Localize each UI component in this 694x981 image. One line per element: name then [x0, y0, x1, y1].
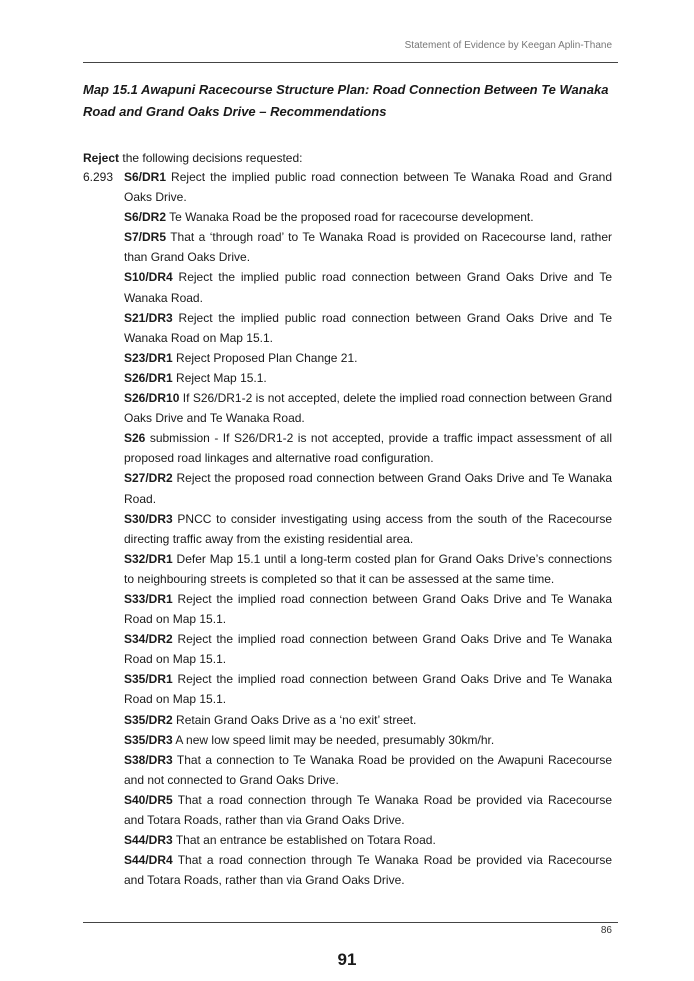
submission-entry [124, 388, 612, 428]
submission-entry [124, 468, 612, 508]
submission-code: S21/DR3 [124, 310, 173, 325]
submission-text: Reject the implied road connection between Grand Oaks Drive and Te Wanaka Road on Map 15.1. [124, 591, 612, 627]
submission-code: S35/DR1 [124, 672, 173, 687]
submission-code: S26/DR1 [124, 370, 173, 385]
submission-entry [124, 589, 612, 629]
submission-text: Reject the implied public road connection between Te Wanaka Road and Grand Oaks Drive. [124, 170, 612, 205]
submission-entry [124, 830, 612, 850]
submission-code: S44/DR4 [124, 853, 173, 868]
submission-entry [124, 629, 612, 669]
running-header: Statement of Evidence by Keegan Aplin-Thane [404, 40, 612, 51]
page-number: 86 [600, 925, 612, 936]
submission-code: S26 [124, 431, 146, 446]
submission-code: S6/DR1 [124, 170, 167, 184]
submission-text: Reject Proposed Plan Change 21. [172, 350, 358, 365]
submission-code: S35/DR2 [124, 712, 173, 727]
submission-text: Retain Grand Oaks Drive as a ‘no exit’ street. [172, 712, 417, 727]
submission-text: That an entrance be established on Totara Road. [172, 833, 436, 848]
submission-entry [124, 368, 612, 388]
submission-entry [124, 509, 612, 549]
submission-text: That a road connection through Te Wanaka Road be provided via Racecourse and Totara Roads, rather than via Grand Oaks Drive. [124, 853, 612, 888]
submission-entry [124, 308, 612, 348]
submission-entry [124, 428, 612, 468]
submission-text: That a ‘through road’ to Te Wanaka Road is provided on Racecourse land, rather than Grand Oaks Drive. [124, 230, 612, 265]
submission-code: S6/DR2 [124, 210, 167, 225]
submission-code: S44/DR3 [124, 833, 173, 848]
submission-text: Te Wanaka Road be the proposed road for racecourse development. [166, 210, 534, 225]
bundle-page-number: 91 [337, 950, 357, 969]
header-rule [83, 62, 618, 63]
submission-text: Reject the implied public road connection between Grand Oaks Drive and Te Wanaka Road. [124, 270, 612, 305]
section-title: Map 15.1 Awapuni Racecourse Structure Plan: Road Connection Between Te Wanaka Road and Grand Oaks Drive – Recommendations [83, 82, 609, 119]
submission-code: S34/DR2 [124, 632, 173, 647]
intro-line [83, 148, 302, 168]
submission-list [124, 167, 612, 890]
submission-text: Reject the implied road connection between Grand Oaks Drive and Te Wanaka Road on Map 15.1. [124, 672, 612, 707]
submission-text: A new low speed limit may be needed, presumably 30km/hr. [172, 732, 495, 747]
submission-entry [124, 850, 612, 890]
submission-code: S33/DR1 [124, 591, 173, 606]
submission-code: S38/DR3 [124, 752, 173, 767]
submission-entry [124, 549, 612, 589]
submission-code: S35/DR3 [124, 732, 173, 747]
submission-entry [124, 267, 612, 307]
submission-code: S30/DR3 [124, 511, 173, 526]
submission-code: S23/DR1 [124, 350, 173, 365]
submission-text: Reject the implied public road connection between Grand Oaks Drive and Te Wanaka Road on Map 15.1. [124, 310, 612, 345]
submission-entry [124, 207, 612, 227]
submission-code: S32/DR1 [124, 551, 173, 566]
submission-text: Reject the implied road connection between Grand Oaks Drive and Te Wanaka Road on Map 15.1. [124, 632, 612, 667]
submission-code: S27/DR2 [124, 471, 173, 486]
submission-code: S40/DR5 [124, 792, 173, 807]
submission-entry [124, 710, 612, 730]
submission-code: S10/DR4 [124, 270, 173, 285]
submission-entry [124, 669, 612, 709]
submission-entry [124, 348, 612, 368]
submission-text: Reject Map 15.1. [172, 370, 267, 385]
submission-text: PNCC to consider investigating using access from the south of the Racecourse directing traffic away from the existing residential area. [124, 511, 612, 546]
submission-text: Defer Map 15.1 until a long-term costed plan for Grand Oaks Drive’s connections to neighbouring streets is completed so that it can be assessed at the same time. [124, 551, 612, 586]
submission-code: S7/DR5 [124, 230, 167, 245]
submission-text: submission - If S26/DR1-2 is not accepted, provide a traffic impact assessment of all proposed road linkages and alternative road configuration. [124, 431, 612, 466]
submission-entry [124, 167, 612, 207]
footer-rule [83, 922, 618, 923]
submission-text: Reject the proposed road connection between Grand Oaks Drive and Te Wanaka Road. [124, 471, 612, 506]
submission-code: S26/DR10 [124, 391, 180, 406]
intro-rest: the following decisions requested: [119, 151, 303, 165]
paragraph-number: 6.293 [83, 170, 114, 184]
intro-bold: Reject [83, 151, 120, 165]
submission-entry [124, 730, 612, 750]
submission-entry [124, 790, 612, 830]
submission-entry [124, 750, 612, 790]
submission-text: That a road connection through Te Wanaka Road be provided via Racecourse and Totara Roads, rather than via Grand Oaks Drive. [124, 792, 612, 827]
submission-text: If S26/DR1-2 is not accepted, delete the implied road connection between Grand Oaks Drive and Te Wanaka Road. [124, 391, 612, 426]
submission-text: That a connection to Te Wanaka Road be provided on the Awapuni Racecourse and not connected to Grand Oaks Drive. [124, 752, 612, 787]
submission-entry [124, 227, 612, 267]
